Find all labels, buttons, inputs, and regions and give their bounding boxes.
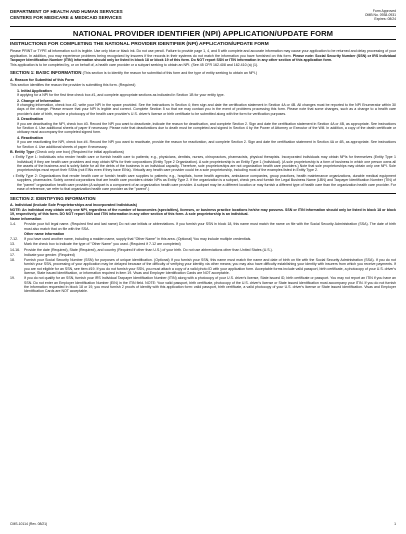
instruction-row (10, 276, 396, 293)
row-number: 1-4. (10, 222, 17, 227)
row-number: 7-12. (10, 237, 19, 242)
instruction-row (10, 242, 396, 246)
item-4-title: 4. Reactivation (17, 135, 44, 140)
section-1a-title: A. Reason for Submittal of this Form (10, 78, 75, 83)
item-3-title: 3. Deactivation (17, 117, 44, 122)
row-number: 14-16. (10, 247, 21, 252)
instruction-row (10, 222, 396, 231)
ssn-notice: Please note: Social Security Number (SSN) or IRS Individual Taxpayer Identification Number (ITIN) information should only be listed in block 18 or block 19 of this form. Do NOT report SSN or ITIN information in any other section of this application form. (10, 53, 396, 62)
row-number (10, 232, 24, 236)
agency-line-1: DEPARTMENT OF HEALTH AND HUMAN SERVICES (10, 9, 123, 14)
section-divider (10, 193, 396, 194)
item-1-title: 1. Initial Application (17, 88, 52, 93)
entity-type-2-body: Entity Type 2: Organizations that render health care or furnish health care supplies to patients; e.g., hospitals, home health agencies, ambulance companies, group practices, health maintenance organizations, durable medical equipment suppliers, pharmacies. Solely owned corporations that are health care providers obtain NPIs as Entity Type 2. If the organization is a subpart, check yes and furnish the Legal Business Name (LBN) and Taxpayer Identification Number (TIN) of the "parent" organization health care provider.(A subpart is a component of an organization health care provider. A subpart may be a different location or may furnish a different type of health care than the organization health care provider. For ease of reference, we refer to that organization health care provider as the "parent".) (15, 173, 396, 191)
item-4-text: If you are reactivating the NPI, check box #4. Record the NPI you want to reactivate, provide the reason for reactivation, and complete Section 2. Sign and date the certification statement in Section 4A or 4B, as appropriate. See instructions for Section 4. Use additional sheets of paper if necessary. (17, 140, 396, 149)
row-text: Furnish your Social Security Number (SSN) for purposes of unique identification. (Optional) If you furnish your SSN, this name must match the name and date of birth on file with the Social Security Administration (SSA). If you do not furnish your SSN, processing of your application may be delayed because of the difficulty of verifying your identity via other means; you may also have difficulty establishing your identity with insurers from which you receive payments. If you are not eligible for an SSN, see item #19. If you do not furnish your SSN, you must attach a copy of a valid photo ID with your application form. Acceptable forms include valid passport, birth certificate, a photocopy of your U.S. driver's license, State issued identification, or information required in item 19. Visas and Employer Identification Cards are NOT acceptable. (24, 258, 396, 276)
row-text: If you do not qualify for an SSN, furnish your IRS Individual Taxpayer Identification Number (ITIN) along with a photocopy of your U.S. driver's license, State issued ID, birth certificate or passport. You may not report an ITIN if you have an SSN. Do not enter an Employer Identification Number (EIN) in the ITIN field. NOTE: Your valid passport, birth certificate, photocopy of the U.S. driver's license or State issued identification must accompany your ITIN. If you do not furnish the information requested in block 18 or 19, you must furnish 2 proofs of identity with this application form: valid passport, birth certificate, a valid photocopy of your U.S. driver's license or State issued identification. Visas and Employer Identification Cards are NOT acceptable. (24, 276, 396, 294)
entity-type-2-text: • Entity Type 2: Organizations that render health care or furnish health care supplies to patients; e.g., hospitals, home health agencies, ambulance companies, group practices, health maintenance organizations, durable medical equipment suppliers, pharmacies. Solely owned corporations that are health care providers obtain NPIs as Entity Type 2. If the organization is a subpart, check yes and furnish the Legal Business Name (LBN) and Taxpayer Identification Number (TIN) of the "parent" organization health care provider.(A subpart is a component of an organization health care provider. A subpart may be a different location or may furnish a different type of health care than the organization health care provider. For ease of reference, we refer to that organization health care provider as the "parent".) (13, 173, 396, 191)
expiration-date: Expires: 08/24 (374, 17, 396, 22)
form-title: NATIONAL PROVIDER IDENTIFIER (NPI) APPLICATION/UPDATE FORM (10, 26, 396, 40)
section-2-heading: SECTION 2: IDENTIFYING INFORMATION (10, 195, 96, 201)
section-2a-note: NOTE: An individual may obtain only one NPI, regardless of the number of taxonomies (specialties), licenses, or business practice locations he/she may possess. SSN or ITIN information should only be listed in block 18 or block 19, respectively, of this form. DO NOT report SSN and ITIN information in any other section of this form. A sole proprietorship is an individual. (10, 207, 396, 216)
form-id: CMS-10114 (Rev. 08/21) (10, 522, 48, 526)
row-text: Other name information (24, 231, 65, 236)
section-1-title: SECTION 1: BASIC INFORMATION (10, 70, 82, 76)
omb-info (365, 9, 396, 22)
row-number: 18. (10, 258, 15, 263)
item-1-text: If applying for a NPI for the first time check box #1, and complete appropriate sections as indicated in Section 1B for your entity type. (17, 93, 225, 98)
row-text: Provide the date (Required), State (Required), and country (Required if other than U.S.) of your birth. Do not use abbreviations other than United States (U.S.). (24, 247, 273, 252)
item-2-text: If changing information, check box #2, write your NPI in the space provided. See the instructions in Section 4; then sign and date the certification statement in Section 4A or 4B. All changes must be reported to the NPI Enumerator within 30 days of the change. Please ensure that your NPI is legible and correct. Complete Section 5 so that we may contact you in the event of problems processing this form. Please note that some changes, such as a change to a health care provider's date of birth, require a photocopy of the health care provider's U.S. driver's license or birth certificate to be submitted along with the form for verification purposes. (17, 103, 396, 116)
instruction-row (10, 253, 396, 257)
agency-line-2: CENTERS FOR MEDICARE & MEDICAID SERVICES (10, 14, 122, 20)
entity-type-note: (Check only one box) (Required for initial applications) (35, 150, 124, 155)
section-2a-title: A. Individual (Include Sole Proprietorships and Incorporated Individuals) (10, 202, 138, 207)
form-header (10, 9, 396, 25)
row-text: Provide your full legal name. (Required first and last name) Do not use initials or abbreviations. If you furnish your SSN in block 18, this name must match the name on file with the Social Security Administration (SSA). The date of birth must also match that on file with the SSA. (24, 222, 396, 231)
row-text: If you have used another name, including a maiden name, supply that "Other Name" in this area. (Optional) You may include multiple credentials. (24, 237, 252, 242)
section-1-heading (10, 70, 396, 77)
form-approved-label: Form Approved (372, 9, 396, 13)
instruction-row (10, 248, 396, 252)
section-1a-text: This section identifies the reason the provider is submitting this form. (Required) (10, 83, 136, 88)
page-number: 1 (394, 522, 396, 526)
entity-type-1-text: • Entity Type 1: Individuals who render health care or furnish health care to patients; e.g., physicians, dentists, nurses, chiropractors, pharmacists, physical therapists. Incorporated individuals may obtain NPIs for themselves (Entity Type 1 Individual) if they are health care providers and may obtain NPIs for their corporations (Entity Type 2 Organization). A sole proprietorship is an Entity Type 1 (Individual). (A sole proprietorship is a form of business in which one person owns all the assets of the business and is solely liable for all the debts of the business in an individual capacity. Therefore, sole proprietorships are not organization health care providers.) Note that sole proprietorships may obtain only one NPI. Sole proprietorships must report their SSNs (not EINs even if they have EINs). Virtually any health care provider could be a sole proprietorship, including most of the examples listed in Entity Type 2. (13, 155, 396, 173)
intro-paragraph-2: This application is to be completed by, or on behalf of, a health care provider or a subpart seeking to obtain an NPI. (See 45 CFR 162.408 and 162.410 (a) (1). (10, 63, 259, 68)
name-information-label: Name information (10, 217, 42, 222)
row-text: Mark the check box to indicate the type of "Other Name" you used. (Required if 7-12 are completed) (24, 242, 181, 247)
entity-type-1-body: Entity Type 1: Individuals who render health care or furnish health care to patients; e.g., physicians, dentists, nurses, chiropractors, pharmacists, physical therapists. Incorporated individuals may obtain NPIs for themselves (Entity Type 1 Individual) if they are health care providers and may obtain NPIs for their corporations (Entity Type 2 Organization). A sole proprietorship is an Entity Type 1 (Individual). (A sole proprietorship is a form of business in which one person owns all the assets of the business and is solely liable for all the debts of the business in an individual capacity. Therefore, sole proprietorships are not organization health care providers.) Note that sole proprietorships may obtain only one NPI. Sole proprietorships must report their SSNs (not EINs even if they have EINs). Virtually any health care provider could be a sole proprietorship, including most of the examples listed in Entity Type 2. (15, 155, 396, 173)
row-number: 17. (10, 252, 15, 257)
section-1b-title (10, 150, 396, 155)
row-number: 19. (10, 276, 15, 281)
instruction-row (10, 258, 396, 275)
instruction-row (10, 232, 396, 236)
instruction-row (10, 237, 396, 241)
row-text: Indicate your gender. (Required) (24, 252, 75, 257)
entity-type-title: B. Entity Type (10, 150, 35, 155)
section-1-subtitle: (This section is to identify the reason for submittal of this form and the type of entity seeking to obtain an NPI.) (82, 71, 258, 76)
intro-paragraph (10, 49, 396, 62)
instructions-heading: INSTRUCTIONS FOR COMPLETING THE NATIONAL PROVIDER IDENTIFIER (NPI) APPLICATION/UPDATE FORM (10, 42, 269, 48)
intro-text: Please PRINT or TYPE all information so it is legible. Use only blue or black ink. Do not use pencil. Failure to provide page 1, 4, and 5 with complete and accurate information may cause your application to be returned and delay processing of your application. In addition, you may experience problems being recognized by insurers if the records in their systems do not match the information you have furnished on this form. (10, 49, 396, 58)
omb-number: OMB No. 0938-0931 (364, 13, 396, 18)
page-footer (10, 522, 396, 526)
agency-name (10, 9, 396, 20)
item-2-title: 2. Change of Information (17, 98, 61, 103)
item-3-text: If you are deactivating the NPI, check box #3. Record the NPI you want to deactivate, indicate the reason for deactivation, and complete Section 2. Sign and date the certification statement in Section 4A or 4B, as appropriate. See instructions for Section 4. Use additional sheets of paper if necessary. Please note that deactivations due to death must be completed and signed in Section 4 by the Power of Attorney or Executor of the Will. In addition, a copy of the death certificate or obituary must accompany the completed signed form. (17, 121, 396, 135)
row-number: 13. (10, 242, 15, 247)
